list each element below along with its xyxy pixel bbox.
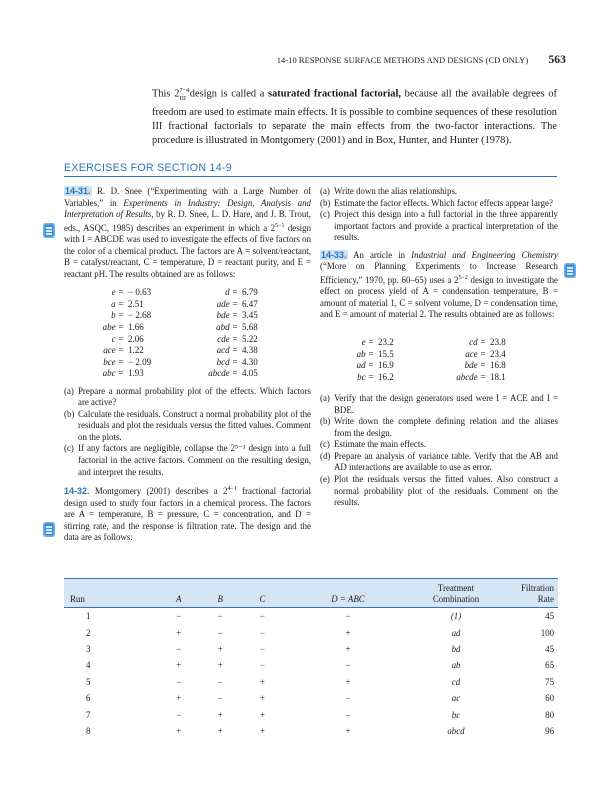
exercise-14-32: 14-32. Montgomery (2001) describes a $2^{4-1}$ fractional factorial design used to study four factors in a chemical process. The factors are A = temperature, B = pressure, C = concentration, and D = stirring rate, and the response is filtration rate. The design and the data are as follows:: [64, 486, 311, 543]
response-value: 23.2: [378, 336, 394, 347]
response-value: 16.9: [378, 360, 394, 371]
table-cell: 65: [545, 660, 554, 671]
response-value: 23.8: [490, 336, 506, 347]
document-icon[interactable]: [43, 522, 55, 537]
table-cell: −: [259, 660, 265, 671]
exercise-14-31: 14-31. R. D. Snee (“Experimenting with a Large Number of Variables,” in Experiments in Industry: Design, Analysis and Interpretation of Results, by R. D. Snee, L. D. Hare, and J. B. Trout, eds., ASQC, 1985) describes an experiment in which a $2^{5-1}$ design with I = ABCDE was used to investigate the effects of five factors on the color of a chemical product. The factors are A = solvent/reactant, B = catalyst/reactant, C = temperature, D = reactant purity, and E = reactant pH. The results obtained are as follows:: [64, 186, 312, 279]
list-item: [320, 416, 558, 439]
table-cell: −: [259, 643, 265, 654]
response-value: 16.8: [490, 360, 506, 371]
table-cell: 5: [86, 676, 91, 687]
response-value: 4.38: [242, 345, 258, 356]
table-cell: 4: [86, 660, 91, 671]
table-cell: −: [176, 676, 182, 687]
treatment-label: abe =: [102, 321, 124, 332]
table-cell: −: [345, 611, 351, 622]
item-text: Estimate the main effects.: [334, 439, 427, 450]
page-number: 563: [548, 54, 566, 66]
item-label: (a): [64, 385, 74, 396]
response-value: 18.1: [490, 371, 506, 382]
item-label: (d): [320, 450, 331, 461]
response-value: 5.22: [242, 333, 258, 344]
table-row: [64, 690, 558, 706]
table-cell: (1): [450, 611, 462, 622]
response-value: − 2.09: [128, 356, 152, 367]
col-header: Filtration Rate: [520, 583, 554, 604]
table-cell: +: [217, 660, 223, 671]
table-cell: +: [259, 676, 265, 687]
response-value: 16.2: [378, 371, 394, 382]
response-value: 5.68: [242, 321, 258, 332]
table-cell: −: [345, 693, 351, 704]
table-cell: −: [259, 627, 265, 638]
treatment-label: cd =: [469, 336, 486, 347]
response-value: 6.79: [242, 287, 258, 298]
treatment-label: abcde =: [456, 371, 486, 382]
response-value: − 2.68: [128, 310, 152, 321]
list-item: [320, 198, 558, 210]
exercise-14-31-items: [64, 386, 311, 478]
list-item: [64, 409, 311, 444]
table-cell: −: [217, 676, 223, 687]
item-text: Prepare a normal probability plot of the effects. Which factors are active?: [78, 385, 311, 408]
table-cell: −: [259, 611, 265, 622]
table-cell: 96: [545, 725, 554, 736]
table-row: [64, 608, 558, 625]
list-item: [320, 209, 558, 244]
response-value: 4.05: [242, 368, 258, 379]
table-row: [64, 641, 558, 657]
table-cell: 7: [86, 709, 91, 720]
intro-paragraph: This $2^{7-4}_{III}$ design is called a saturated fractional factorial, because all the available degrees of freedom are used to estimate main effects. It is possible to combine sequences of these resolution III fractional factorials to separate the main effects from the two-factor interactions. The procedure is illustrated in Montgomery (2001) and in Box, Hunter, and Hunter (1978).: [152, 87, 558, 147]
item-label: (e): [320, 474, 330, 484]
response-value: 2.51: [128, 298, 144, 309]
table-cell: +: [217, 709, 223, 720]
list-item: [64, 443, 311, 478]
response-value: 1.66: [128, 321, 144, 332]
table-cell: −: [217, 611, 223, 622]
item-text: Estimate the factor effects. Which factor effects appear large?: [334, 197, 553, 208]
table-cell: +: [217, 725, 223, 736]
table-cell: −: [176, 611, 182, 622]
item-text: Prepare an analysis of variance table. Verify that the AB and AD interactions are available to use as error.: [334, 450, 558, 473]
table-cell: 100: [540, 627, 554, 638]
item-text: If any factors are negligible, collapse the 2⁵⁻¹ design into a full factorial in the active factors. Comment on the resulting design, and interpret the results.: [78, 443, 311, 477]
col-header: B: [217, 594, 223, 604]
table-cell: ad: [451, 627, 461, 638]
table-cell: +: [176, 660, 182, 671]
table-cell: +: [345, 627, 351, 638]
running-header: [277, 54, 566, 66]
table-cell: +: [259, 725, 265, 736]
treatment-label: ad =: [356, 360, 374, 371]
treatment-label: e =: [111, 287, 124, 298]
table-row: [64, 706, 558, 722]
item-text: Verify that the design generators used were I = ACE and I = BDE.: [334, 393, 558, 415]
treatment-label: abd =: [216, 321, 238, 332]
table-header-row: [64, 579, 558, 608]
table-cell: −: [345, 660, 351, 671]
item-label: (a): [320, 393, 330, 404]
table-cell: −: [217, 627, 223, 638]
response-value: − 0.63: [128, 287, 152, 298]
design-table: [64, 579, 558, 739]
item-label: (a): [320, 186, 330, 196]
response-value: 15.5: [378, 348, 394, 359]
exercise-14-33: 14-33. An article in Industrial and Engineering Chemistry (“More on Planning Experiments to Increase Research Efficiency,” 1970, pp. 60–65) uses a $2^{5-2}$ design to investigate the effect on process yield of A = condensation temperature, B = amount of material 1, C = solvent volume, D = condensation time, and E = amount of material 2. The results obtained are as follows:: [320, 249, 558, 320]
table-cell: bd: [451, 643, 461, 654]
col-header: Run: [70, 594, 85, 604]
response-value: 23.4: [490, 348, 506, 359]
treatment-label: c =: [111, 333, 124, 344]
list-item: [320, 393, 558, 416]
treatment-label: e =: [361, 336, 374, 347]
table-cell: −: [345, 709, 351, 720]
table-cell: 75: [545, 676, 554, 687]
item-label: (c): [320, 209, 330, 220]
col-header: D = ABC: [331, 594, 365, 604]
treatment-label: ace =: [103, 345, 124, 356]
exercise-number[interactable]: 14-31.: [65, 186, 91, 196]
treatment-label: bde =: [464, 360, 486, 371]
response-value: 2.06: [128, 333, 144, 344]
list-item: [320, 451, 558, 474]
results-data-14-31: [66, 287, 311, 379]
table-row: [64, 624, 558, 640]
table-cell: −: [176, 643, 182, 654]
table-cell: +: [176, 627, 182, 638]
col-header: C: [259, 594, 266, 604]
response-value: 4.30: [242, 356, 258, 367]
table-cell: 2: [86, 627, 91, 638]
treatment-label: cde =: [217, 333, 238, 344]
treatment-label: b =: [111, 310, 124, 321]
list-item: [320, 439, 558, 451]
item-text: Project this design into a full factorial in the three apparently important factors and provide a practical interpretation of the results.: [334, 209, 558, 243]
item-text: Write down the complete defining relation and the aliases from the design.: [334, 416, 558, 438]
list-item: [320, 474, 558, 509]
document-icon[interactable]: [564, 263, 576, 278]
table-cell: 6: [86, 693, 91, 704]
document-icon[interactable]: [43, 223, 55, 238]
table-row: [64, 674, 558, 690]
right-column: [320, 186, 558, 509]
treatment-label: acd =: [216, 345, 238, 356]
treatment-label: ace =: [465, 348, 486, 359]
table-cell: +: [217, 643, 223, 654]
treatment-label: bce =: [103, 356, 124, 367]
exercise-14-32-items: [320, 186, 558, 244]
treatment-label: a =: [111, 298, 124, 309]
response-value: 1.22: [128, 345, 144, 356]
item-label: (c): [64, 443, 74, 454]
table-cell: +: [345, 725, 351, 736]
table-cell: 8: [86, 725, 91, 736]
table-cell: 80: [545, 709, 554, 720]
table-cell: 60: [545, 693, 554, 704]
running-title: 14-10 RESPONSE SURFACE METHODS AND DESIGNS (CD ONLY): [276, 56, 529, 65]
item-text: Write down the alias relationships.: [334, 186, 458, 196]
item-text: Plot the residuals versus the fitted values. Also construct a normal probability plot of the residuals. Comment on the results.: [334, 474, 558, 508]
treatment-label: bcd =: [216, 356, 238, 367]
section-title: EXERCISES FOR SECTION 14-9: [64, 162, 232, 174]
table-cell: +: [345, 643, 351, 654]
col-header: A: [176, 594, 182, 604]
exercise-number[interactable]: 14-33.: [321, 249, 347, 260]
table-cell: bc: [451, 709, 461, 720]
col-header: Treatment Combination: [432, 583, 480, 604]
table-cell: +: [176, 725, 182, 736]
treatment-label: bde =: [216, 310, 238, 321]
response-value: 3.45: [242, 310, 258, 321]
exercise-number[interactable]: 14-32.: [64, 486, 90, 497]
item-text: Calculate the residuals. Construct a normal probability plot of the residuals and plot the residuals versus the fitted values. Comment on the plots.: [78, 408, 311, 442]
table-cell: +: [345, 676, 351, 687]
list-item: [320, 186, 558, 198]
exercise-14-33-items: [320, 393, 558, 508]
treatment-label: abc =: [102, 368, 124, 379]
item-label: (b): [320, 416, 331, 427]
table-cell: ab: [451, 660, 461, 671]
item-label: (b): [320, 197, 331, 208]
table-cell: 45: [545, 611, 554, 622]
table-cell: ac: [451, 693, 461, 704]
table-cell: 1: [86, 611, 91, 622]
left-column: [64, 186, 311, 544]
results-data-14-33: [320, 337, 558, 383]
table-row: [64, 657, 558, 673]
response-value: 1.93: [128, 368, 144, 379]
table-cell: abcd: [447, 725, 465, 736]
treatment-label: d =: [225, 287, 238, 298]
table-cell: +: [176, 693, 182, 704]
response-value: 6.47: [242, 298, 258, 309]
treatment-label: abcde =: [208, 368, 238, 379]
table-cell: +: [259, 709, 265, 720]
item-label: (b): [64, 408, 75, 419]
treatment-label: bc =: [357, 371, 374, 382]
section-rule: [64, 176, 557, 177]
item-label: (c): [320, 439, 330, 450]
table-cell: cd: [451, 676, 461, 687]
table-row: [64, 723, 558, 739]
list-item: [64, 386, 311, 409]
table-cell: 45: [545, 643, 554, 654]
treatment-label: ade =: [216, 298, 238, 309]
treatment-label: ab =: [356, 348, 374, 359]
table-cell: 3: [86, 643, 91, 654]
table-cell: +: [259, 693, 265, 704]
table-cell: −: [217, 693, 223, 704]
table-cell: −: [176, 709, 182, 720]
